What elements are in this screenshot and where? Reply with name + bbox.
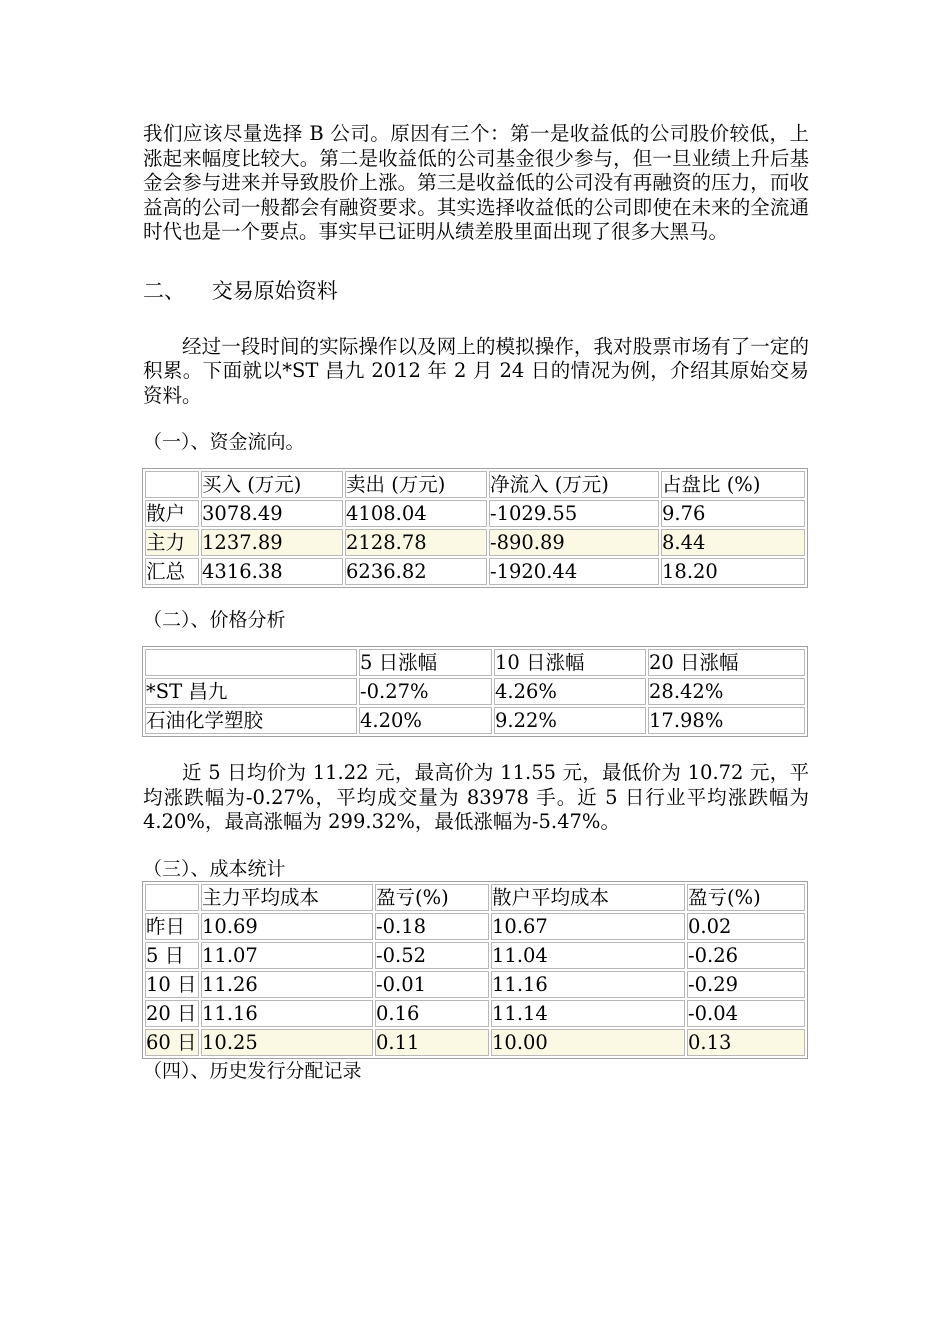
history-heading: （四）、历史发行分配记录 — [143, 1059, 362, 1082]
table-cell: 10.25 — [201, 1029, 373, 1056]
table-cell: 1237.89 — [201, 529, 343, 556]
table-cell: -0.29 — [687, 971, 805, 998]
table-header-row — [145, 884, 805, 911]
table-cell: 盈亏(%) — [375, 884, 489, 911]
table-cell: 20 日涨幅 — [648, 649, 805, 676]
table-cell: -890.89 — [489, 529, 659, 556]
table-row — [145, 500, 805, 527]
table-cell: 5 日涨幅 — [359, 649, 492, 676]
table-cell: 4108.04 — [345, 500, 487, 527]
table-row — [145, 707, 805, 734]
table-cell: 20 日 — [145, 1000, 199, 1027]
table-cell: -1920.44 — [489, 558, 659, 585]
table-cell: 11.16 — [201, 1000, 373, 1027]
table-cell: 散户平均成本 — [491, 884, 685, 911]
cost-stats-heading: （三）、成本统计 — [143, 857, 286, 880]
table-header-row — [145, 649, 805, 676]
table-cell: 买入 (万元) — [201, 471, 343, 498]
table-row — [145, 1029, 805, 1056]
table-cell: 4.20% — [359, 707, 492, 734]
section-paragraph: 经过一段时间的实际操作以及网上的模拟操作，我对股票市场有了一定的积累。下面就以*ST 昌九 2012 年 2 月 24 日的情况为例，介绍其原始交易资料。 — [143, 334, 809, 407]
table-cell: 昨日 — [145, 913, 199, 940]
table-cell: 9.22% — [494, 707, 646, 734]
table-cell: 主力平均成本 — [201, 884, 373, 911]
table-cell — [145, 884, 199, 911]
table-row — [145, 558, 805, 585]
table-row — [145, 678, 805, 705]
table-cell: 10.00 — [491, 1029, 685, 1056]
table-cell — [145, 471, 199, 498]
table-cell: 10 日涨幅 — [494, 649, 646, 676]
table-cell: 5 日 — [145, 942, 199, 969]
table-cell: 8.44 — [661, 529, 805, 556]
table-cell: 11.26 — [201, 971, 373, 998]
table-cell: 11.07 — [201, 942, 373, 969]
table-cell: 60 日 — [145, 1029, 199, 1056]
table-cell: -1029.55 — [489, 500, 659, 527]
table-cell: -0.18 — [375, 913, 489, 940]
table-cell: -0.26 — [687, 942, 805, 969]
table-cell: 10 日 — [145, 971, 199, 998]
table-cell: 石油化学塑胶 — [145, 707, 357, 734]
price-summary-paragraph: 近 5 日均价为 11.22 元，最高价为 11.55 元，最低价为 10.72 元，平均涨跌幅为-0.27%，平均成交量为 83978 手。近 5 日行业平均涨跌幅为 4.20%，最高涨幅为 299.32%，最低涨幅为-5.47%。 — [143, 761, 809, 833]
table-cell: 0.13 — [687, 1029, 805, 1056]
table-cell: 主力 — [145, 529, 199, 556]
intro-paragraph: 我们应该尽量选择 B 公司。原因有三个：第一是收益低的公司股价较低，上涨起来幅度比较大。第二是收益低的公司基金很少参与，但一旦业绩上升后基金会参与进来并导致股价上涨。第三是收益低的公司没有再融资的压力，而收益高的公司一般都会有融资要求。其实选择收益低的公司即使在未来的全流通时代也是一个要点。事实早已证明从绩差股里面出现了很多大黑马。 — [143, 122, 809, 243]
fund-flow-heading: （一）、资金流向。 — [143, 431, 305, 453]
table-cell: 盈亏(%) — [687, 884, 805, 911]
table-cell: 卖出 (万元) — [345, 471, 487, 498]
table-cell: 占盘比 (%) — [661, 471, 805, 498]
table-cell: *ST 昌九 — [145, 678, 357, 705]
table-cell: 0.16 — [375, 1000, 489, 1027]
table-row — [145, 971, 805, 998]
section-number: 二、 — [143, 278, 185, 303]
table-row — [145, 529, 805, 556]
table-cell: 4.26% — [494, 678, 646, 705]
price-analysis-table — [142, 646, 808, 737]
section-heading — [143, 277, 809, 305]
table-cell: 4316.38 — [201, 558, 343, 585]
table-cell: 18.20 — [661, 558, 805, 585]
document-page — [143, 122, 809, 1083]
section-title: 交易原始资料 — [211, 278, 338, 303]
table-cell: 3078.49 — [201, 500, 343, 527]
table-cell: 9.76 — [661, 500, 805, 527]
table-cell: -0.01 — [375, 971, 489, 998]
table-row — [145, 942, 805, 969]
table-cell: -0.04 — [687, 1000, 805, 1027]
table-cell: 17.98% — [648, 707, 805, 734]
table-header-row — [145, 471, 805, 498]
table-row — [145, 913, 805, 940]
fund-flow-table — [142, 468, 808, 588]
table-cell: -0.27% — [359, 678, 492, 705]
table-cell: 10.69 — [201, 913, 373, 940]
table-row — [145, 1000, 805, 1027]
table-cell: 汇总 — [145, 558, 199, 585]
table-cell: -0.52 — [375, 942, 489, 969]
table-cell: 2128.78 — [345, 529, 487, 556]
table-cell: 净流入 (万元) — [489, 471, 659, 498]
table-cell: 11.04 — [491, 942, 685, 969]
cost-stats-table — [142, 881, 808, 1059]
table-cell: 11.14 — [491, 1000, 685, 1027]
table-cell: 6236.82 — [345, 558, 487, 585]
price-analysis-heading: （二）、价格分析 — [143, 609, 286, 631]
table-cell: 10.67 — [491, 913, 685, 940]
table-cell: 0.02 — [687, 913, 805, 940]
table-cell: 0.11 — [375, 1029, 489, 1056]
table-cell — [145, 649, 357, 676]
table-cell: 散户 — [145, 500, 199, 527]
table-cell: 11.16 — [491, 971, 685, 998]
table-cell: 28.42% — [648, 678, 805, 705]
